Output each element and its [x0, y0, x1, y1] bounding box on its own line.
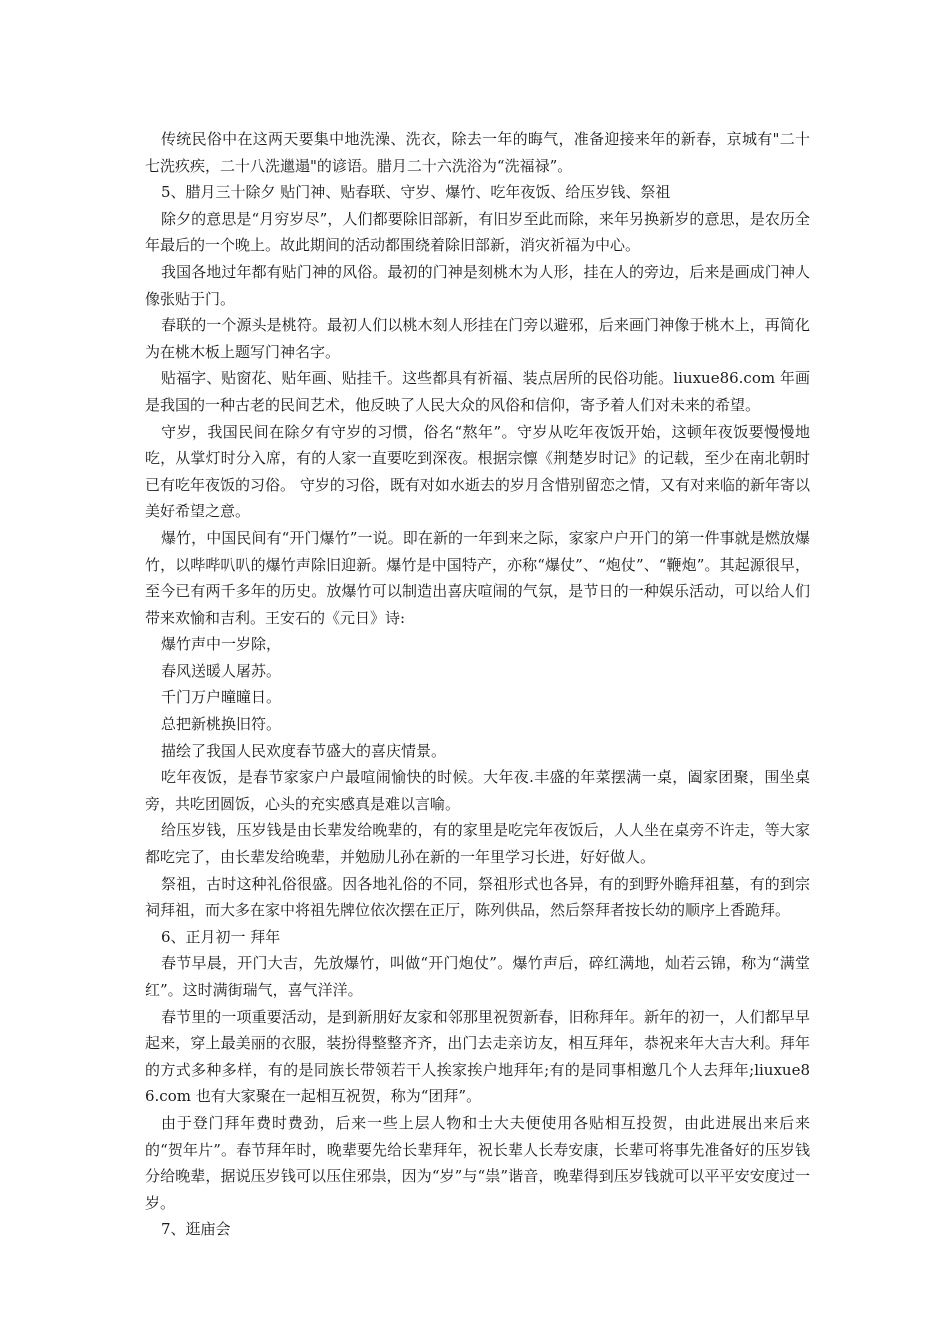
paragraph-opening-firecrackers: 春节早晨，开门大吉，先放爆竹，叫做“开门炮仗”。爆竹声后，碎红满地，灿若云锦，称为“满堂红”。这时满街瑞气，喜气洋洋。 [145, 954, 810, 999]
paragraph-chuxi-meaning: 除夕的意思是“月穷岁尽”，人们都要除旧部新，有旧岁至此而除，来年另换新岁的意思，是农历全年最后的一个晚上。故此期间的活动都围绕着除旧部新，消灾祈福为中心。 [145, 209, 810, 255]
section-heading-new-year-greetings: 6、正月初一 拜年 [161, 927, 281, 946]
paragraph-lucky-money: 给压岁钱，压岁钱是由长辈发给晚辈的，有的家里是吃完年夜饭后，人人坐在桌旁不许走，等大家都吃完了，由长辈发给晚辈，并勉励儿孙在新的一年里学习长进，好好做人。 [145, 821, 810, 867]
paragraph-poem-comment: 描绘了我国人民欢度春节盛大的喜庆情景。 [161, 741, 447, 760]
paragraph-door-gods: 我国各地过年都有贴门神的风俗。最初的门神是刻桃木为人形，挂在人的旁边，后来是画成门神人像张贴于门。 [145, 262, 810, 308]
paragraph-ancestor-worship: 祭祖，古时这种礼俗很盛。因各地礼俗的不同，祭祖形式也各异，有的到野外瞻拜祖墓，有的到宗祠拜祖，而大多在家中将祖先牌位依次摆在正厅，陈列供品，然后祭拜者按长幼的顺序上香跪拜。 [145, 874, 810, 920]
paragraph-bainian: 春节里的一项重要活动，是到新朋好友家和邻那里祝贺新春，旧称拜年。新年的初一，人们都早早起来，穿上最美丽的衣服，装扮得整整齐齐，出门去走亲访友，相互拜年，恭祝来年大吉大利。拜年的方式多种多样，有的是同族长带领若干人挨家挨户地拜年;有的是同事相邀几个人去拜年;liuxue86.com 也有大家聚在一起相互祝贺，称为“团拜”。 [145, 1007, 810, 1106]
document-page [145, 126, 810, 1243]
poem-line-2: 春风送暖人屠苏。 [161, 661, 282, 680]
poem-line-3: 千门万户曈曈日。 [161, 688, 282, 707]
poem-line-1: 爆竹声中一岁除， [161, 635, 282, 654]
paragraph-firecrackers: 爆竹，中国民间有“开门爆竹”一说。即在新的一年到来之际，家家户户开门的第一件事就是燃放爆竹，以哔哔叭叭的爆竹声除旧迎新。爆竹是中国特产，亦称“爆仗”、“炮仗”、“鞭炮”。其起源很早，至今已有两千多年的历史。放爆竹可以制造出喜庆喧闹的气氛，是节日的一种娱乐活动，可以给人们带来欢愉和吉利。王安石的《元日》诗: [145, 528, 810, 627]
paragraph-decorations: 贴福字、贴窗花、贴年画、贴挂千。这些都具有祈福、装点居所的民俗功能。liuxue86.com 年画是我国的一种古老的民间艺术，他反映了人民大众的风俗和信仰，寄予着人们对未来的希望。 [145, 369, 810, 414]
paragraph-spring-couplets: 春联的一个源头是桃符。最初人们以桃木刻人形挂在门旁以避邪，后来画门神像于桃木上，再简化为在桃木板上题写门神名字。 [145, 316, 810, 361]
paragraph-greeting-cards: 由于登门拜年费时费劲，后来一些上层人物和士大夫便使用各贴相互投贺，由此进展出来后来的“贺年片”。春节拜年时，晚辈要先给长辈拜年，祝长辈人长寿安康，长辈可将事先准备好的压岁钱分给晚辈，据说压岁钱可以压住邪祟，因为“岁”与“祟”谐音，晚辈得到压岁钱就可以平平安安度过一岁。 [145, 1113, 810, 1212]
section-heading-temple-fair: 7、逛庙会 [161, 1220, 231, 1239]
paragraph-reunion-dinner: 吃年夜饭，是春节家家户户最喧闹愉快的时候。大年夜.丰盛的年菜摆满一桌，阖家团聚，围坐桌旁，共吃团圆饭，心头的充实感真是难以言喻。 [145, 768, 810, 813]
poem-line-4: 总把新桃换旧符。 [161, 715, 282, 734]
paragraph-shousui: 守岁，我国民间在除夕有守岁的习惯，俗名“熬年”。守岁从吃年夜饭开始，这顿年夜饭要慢慢地吃，从掌灯时分入席，有的人家一直要吃到深夜。根据宗懔《荆楚岁时记》的记载，至少在南北朝时已有吃年夜饭的习俗。 守岁的习俗，既有对如水逝去的岁月含惜别留恋之情，又有对来临的新年寄以美好希望之意。 [145, 422, 810, 521]
section-heading-new-years-eve: 5、腊月三十除夕 贴门神、贴春联、守岁、爆竹、吃年夜饭、给压岁钱、祭祖 [161, 183, 671, 202]
paragraph-bathing-custom: 传统民俗中在这两天要集中地洗澡、洗衣，除去一年的晦气，准备迎接来年的新春，京城有"二十七洗疚疾，二十八洗邋遢"的谚语。腊月二十六洗浴为“洗福禄”。 [145, 130, 810, 175]
